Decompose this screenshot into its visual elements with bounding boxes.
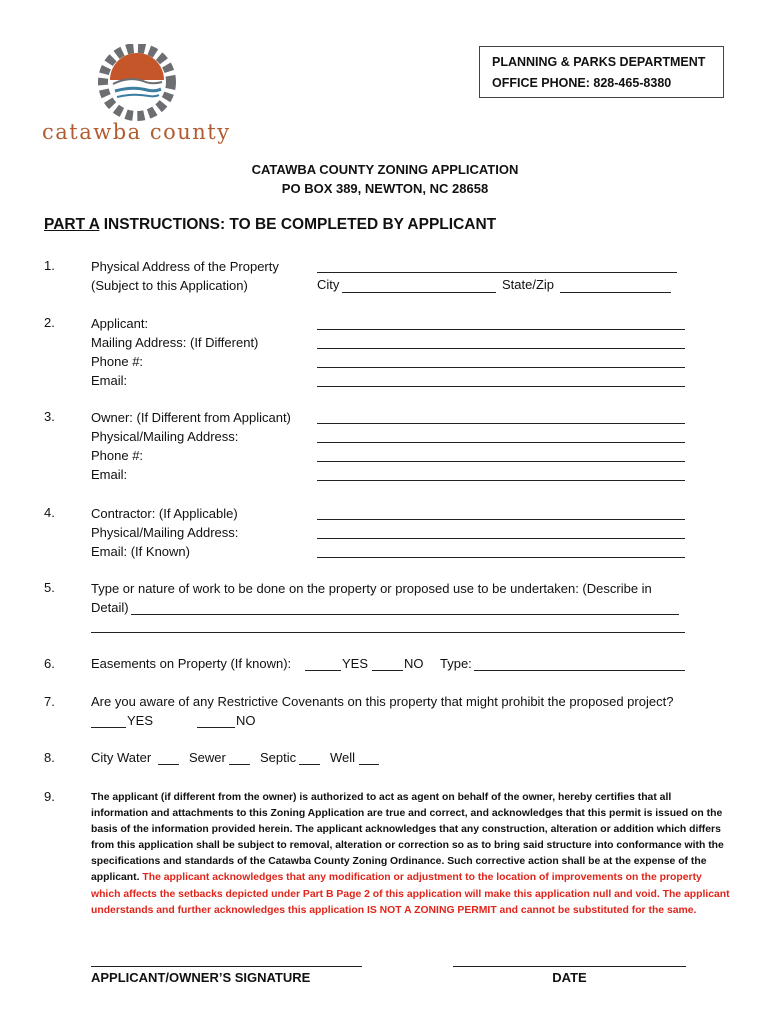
work-description-label: Type or nature of work to be done on the property or proposed use to be undertaken: (Describe in (91, 581, 652, 596)
certification-paragraph (91, 790, 731, 919)
item-4-labels (91, 504, 238, 561)
covenants-no: NO (236, 713, 256, 728)
contractor-label: Contractor: (If Applicable) (91, 506, 238, 521)
item-number: 2. (44, 315, 55, 330)
item-3-labels (91, 408, 291, 484)
owner-email-field[interactable] (317, 480, 685, 481)
covenants-no-blank[interactable] (197, 727, 235, 728)
applicant-phone-field[interactable] (317, 367, 685, 368)
contractor-address-label: Physical/Mailing Address: (91, 525, 239, 540)
item-2-labels (91, 314, 258, 390)
owner-phone-label: Phone #: (91, 448, 144, 463)
item-number: 7. (44, 694, 55, 709)
signature-field[interactable] (91, 966, 362, 967)
property-address-field[interactable] (317, 272, 677, 273)
item-5-labels (91, 579, 731, 617)
property-address-label: Physical Address of the Property (91, 259, 279, 274)
phone-label: Phone #: (91, 354, 144, 369)
owner-address-field[interactable] (317, 442, 685, 443)
department-info-box (479, 46, 724, 98)
contractor-email-field[interactable] (317, 557, 685, 558)
easements-type-field[interactable] (474, 670, 685, 671)
septic-blank[interactable] (299, 764, 320, 765)
easements-yes: YES (342, 656, 369, 671)
work-detail-field-1[interactable] (131, 614, 679, 615)
owner-label: Owner: (If Different from Applicant) (91, 410, 291, 425)
state-zip-label: State/Zip (502, 277, 555, 292)
easements-no: NO (404, 656, 424, 671)
warning-text: The applicant acknowledges that any modification or adjustment to the location of improvements on the property which affects the setbacks depicted under Part B Page 2 of this application will make this application null and void. The applicant understands and further acknowledges this application IS NOT A ZONING PERMIT and cannot be substituted for the same. (91, 872, 730, 916)
item-number: 4. (44, 505, 55, 520)
department-name: PLANNING & PARKS DEPARTMENT (492, 55, 706, 69)
item-number: 8. (44, 750, 55, 765)
owner-field[interactable] (317, 423, 685, 424)
city-field[interactable] (342, 292, 496, 293)
applicant-label: Applicant: (91, 316, 149, 331)
city-water-blank[interactable] (158, 764, 179, 765)
easements-no-blank[interactable] (372, 670, 403, 671)
item-number: 5. (44, 580, 55, 595)
logo-wordmark: catawba county (42, 120, 231, 144)
property-address-sublabel: (Subject to this Application) (91, 278, 248, 293)
easements-type-label: Type: (440, 656, 472, 671)
contractor-address-field[interactable] (317, 538, 685, 539)
office-phone: OFFICE PHONE: 828-465-8380 (492, 76, 672, 90)
owner-address-label: Physical/Mailing Address: (91, 429, 239, 444)
city-water-label: City Water (91, 750, 152, 765)
part-a-label: PART A (44, 216, 100, 233)
part-a-instructions: INSTRUCTIONS: TO BE COMPLETED BY APPLICANT (103, 216, 497, 233)
well-blank[interactable] (359, 764, 379, 765)
contractor-email-label: Email: (If Known) (91, 544, 190, 559)
item-1-label (91, 257, 279, 295)
part-a-heading (44, 216, 496, 234)
date-label: DATE (552, 970, 587, 985)
city-label: City (317, 277, 340, 292)
item-number: 1. (44, 258, 55, 273)
applicant-field[interactable] (317, 329, 685, 330)
work-detail-field-2[interactable] (91, 632, 685, 633)
septic-label: Septic (260, 750, 297, 765)
well-label: Well (330, 750, 356, 765)
item-number: 6. (44, 656, 55, 671)
applicant-email-field[interactable] (317, 386, 685, 387)
form-address: PO BOX 389, NEWTON, NC 28658 (281, 181, 489, 196)
work-detail-label: Detail) (91, 600, 129, 615)
sewer-label: Sewer (189, 750, 226, 765)
item-number: 9. (44, 789, 55, 804)
state-zip-field[interactable] (560, 292, 671, 293)
covenants-question: Are you aware of any Restrictive Covenants on this property that might prohibit the proposed project? (91, 694, 674, 709)
covenants-yes-blank[interactable] (91, 727, 126, 728)
applicant-mailing-field[interactable] (317, 348, 685, 349)
certification-text: The applicant (if different from the owner) is authorized to act as agent on behalf of the owner, hereby certifies that all information and attachments to this Zoning Application are true and correct, and acknowledges that this permit is issued on the basis of the information provided herein. The applicant acknowledges that any construction, alteration or addition which differs from this application shall be subject to removal, alteration or correction so as to bring said structure into conformance with the specifications and standards of the Catawba County Zoning Ordinance. Such corrective action shall be at the expense of the applicant. (91, 792, 724, 884)
easements-yes-blank[interactable] (305, 670, 341, 671)
date-field[interactable] (453, 966, 686, 967)
mailing-address-label: Mailing Address: (If Different) (91, 335, 259, 350)
easements-label: Easements on Property (If known): (91, 656, 292, 671)
owner-email-label: Email: (91, 467, 128, 482)
owner-phone-field[interactable] (317, 461, 685, 462)
covenants-yes: YES (127, 713, 154, 728)
form-title: CATAWBA COUNTY ZONING APPLICATION (251, 162, 519, 177)
signature-label: APPLICANT/OWNER’S SIGNATURE (91, 970, 311, 985)
contractor-field[interactable] (317, 519, 685, 520)
email-label: Email: (91, 373, 128, 388)
sewer-blank[interactable] (229, 764, 250, 765)
item-number: 3. (44, 409, 55, 424)
